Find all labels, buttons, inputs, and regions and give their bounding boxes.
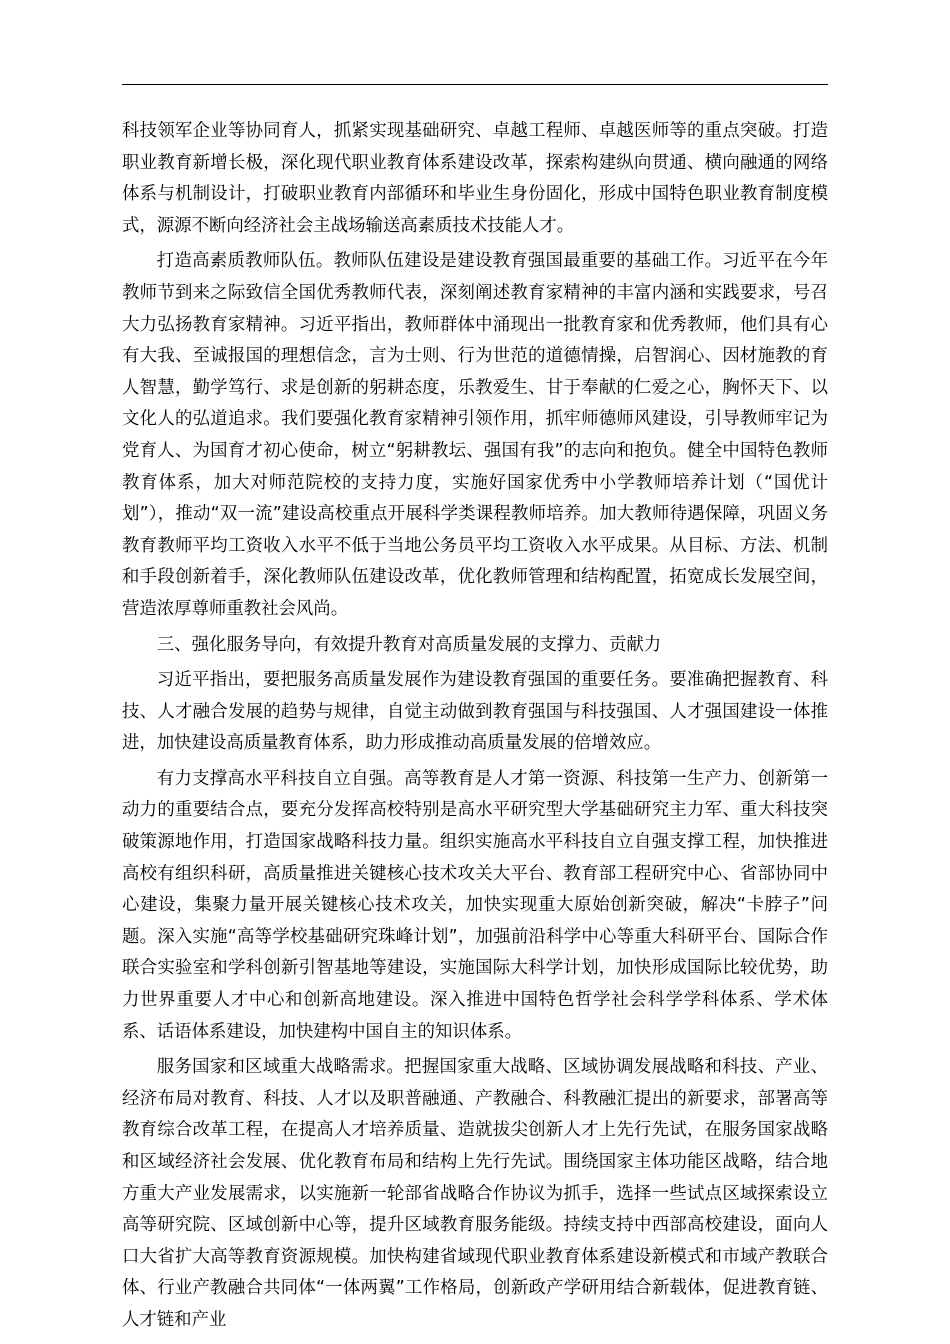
paragraph-national-strategy: 服务国家和区域重大战略需求。把握国家重大战略、区域协调发展战略和科技、产业、经济布局对教育、科技、人才以及职普融通、产教融合、科教融汇提出的新要求，部署高等教育综合改革工程，在提高人才培养质量、造就拔尖创新人才上先行先试，在服务国家战略和区域经济社会发展、优化教育布局和结构上先行先试。围绕国家主体功能区战略，结合地方重大产业发展需求，以实施新一轮部省战略合作协议为抓手，选择一些试点区域探索设立高等研究院、区域创新中心等，提升区域教育服务能级。持续支持中西部高校建设，面向人口大省扩大高等教育资源规模。加快构建省域现代职业教育体系建设新模式和市域产教联合体、行业产教融合共同体“一体两翼”工作格局，创新政产学研用结合新载体，促进教育链、人才链和产业 bbox=[122, 1057, 828, 1330]
paragraph-service-intro: 习近平指出，要把服务高质量发展作为建设教育强国的重要任务。要准确把握教育、科技、人才融合发展的趋势与规律，自觉主动做到教育强国与科技强国、人才强国建设一体推进，加快建设高质量教育体系，助力形成推动高质量发展的倍增效应。 bbox=[122, 670, 828, 754]
header-rule bbox=[122, 84, 828, 85]
paragraph-continuation: 科技领军企业等协同育人，抓紧实现基础研究、卓越工程师、卓越医师等的重点突破。打造职业教育新增长极，深化现代职业教育体系建设改革，探索构建纵向贯通、横向融通的网络体系与机制设计，打破职业教育内部循环和毕业生身份固化，形成中国特色职业教育制度模式，源源不断向经济社会主战场输送高素质技术技能人才。 bbox=[122, 121, 828, 236]
paragraph-science-tech: 有力支撑高水平科技自立自强。高等教育是人才第一资源、科技第一生产力、创新第一动力的重要结合点，要充分发挥高校特别是高水平研究型大学基础研究主力军、重大科技突破策源地作用，打造国家战略科技力量。组织实施高水平科技自立自强支撑工程，加快推进高校有组织科研，高质量推进关键核心技术攻关大平台、教育部工程研究中心、省部协同中心建设，集聚力量开展关键核心技术攻关，加快实现重大原始创新突破，解决“卡脖子”问题。深入实施“高等学校基础研究珠峰计划”，加强前沿科学中心等重大科研平台、国际合作联合实验室和学科创新引智基地等建设，实施国际大科学计划，加快形成国际比较优势，助力世界重要人才中心和创新高地建设。深入推进中国特色哲学社会科学学科体系、学术体系、话语体系建设，加快建构中国自主的知识体系。 bbox=[122, 768, 828, 1042]
section-heading: 三、强化服务导向，有效提升教育对高质量发展的支撑力、贡献力 bbox=[156, 634, 662, 655]
paragraph-teachers: 打造高素质教师队伍。教师队伍建设是建设教育强国最重要的基础工作。习近平在今年教师节到来之际致信全国优秀教师代表，深刻阐述教育家精神的丰富内涵和实践要求，号召大力弘扬教育家精神。习近平指出，教师群体中涌现出一批教育家和优秀教师，他们具有心有大我、至诚报国的理想信念，言为士则、行为世范的道德情操，启智润心、因材施教的育人智慧，勤学笃行、求是创新的躬耕态度，乐教爱生、甘于奉献的仁爱之心，胸怀天下、以文化人的弘道追求。我们要强化教育家精神引领作用，抓牢师德师风建设，引导教师牢记为党育人、为国育才初心使命，树立“躬耕教坛、强国有我”的志向和抱负。健全中国特色教师教育体系，加大对师范院校的支持力度，实施好国家优秀中小学教师培养计划（“国优计划”），推动“双一流”建设高校重点开展科学类课程教师培养。加大教师待遇保障，巩固义务教育教师平均工资收入水平不低于当地公务员平均工资收入水平成果。从目标、方法、机制和手段创新着手，深化教师队伍建设改革，优化教师管理和结构配置，拓宽成长发展空间，营造浓厚尊师重教社会风尚。 bbox=[122, 251, 828, 619]
document-body bbox=[122, 116, 828, 1337]
